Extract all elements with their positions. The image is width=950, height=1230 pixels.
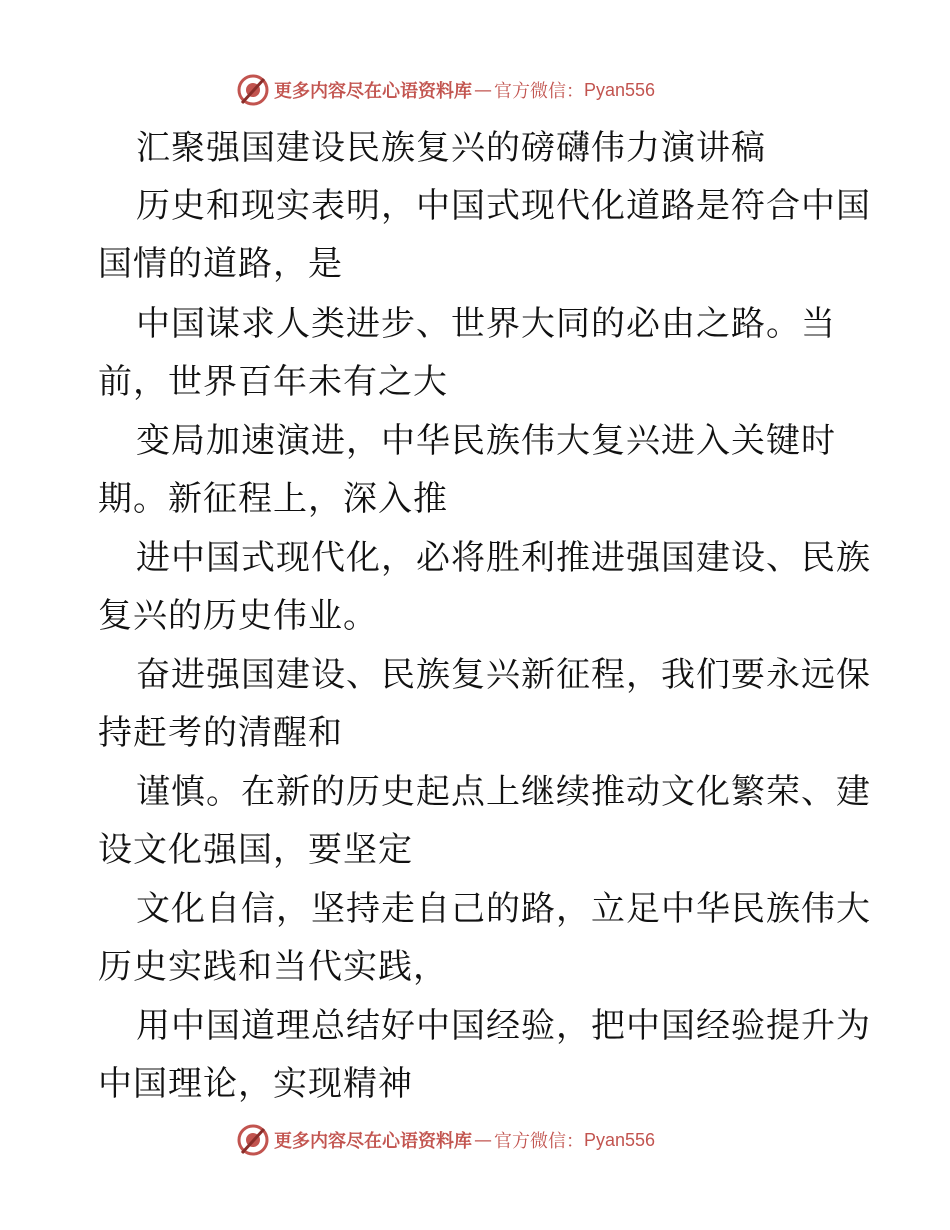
watermark-site-text: 更多内容尽在心语资料库 [274,81,472,102]
watermark-wechat-label: 官方微信： [494,81,584,102]
paragraph-line: 用中国道理总结好中国经验，把中国经验提升为 [136,1006,871,1046]
paragraph-line: 复兴的历史伟业。 [98,596,378,636]
pen-logo-icon [236,1123,270,1157]
watermark-separator: — [474,79,492,101]
paragraph-line: 国情的道路，是 [98,244,343,284]
paragraph-line: 中国理论，实现精神 [98,1064,413,1104]
footer-watermark [236,1122,655,1158]
paragraph-line: 前，世界百年未有之大 [98,362,448,402]
watermark-wechat-label: 官方微信： [494,1131,584,1152]
paragraph-line: 进中国式现代化，必将胜利推进强国建设、民族 [136,538,871,578]
header-watermark [236,72,655,108]
watermark-separator: — [474,1129,492,1151]
paragraph-line: 变局加速演进，中华民族伟大复兴进入关键时 [136,421,836,461]
paragraph-line: 设文化强国，要坚定 [98,830,413,870]
document-title: 汇聚强国建设民族复兴的磅礴伟力演讲稿 [136,128,766,168]
watermark-site-text: 更多内容尽在心语资料库 [274,1131,472,1152]
watermark-wechat-id: Pyan556 [584,79,656,100]
paragraph-line: 奋进强国建设、民族复兴新征程，我们要永远保 [136,655,871,695]
pen-logo-icon [236,73,270,107]
paragraph-line: 中国谋求人类进步、世界大同的必由之路。当 [136,304,836,344]
paragraph-line: 谨慎。在新的历史起点上继续推动文化繁荣、建 [136,772,871,812]
paragraph-line: 历史和现实表明，中国式现代化道路是符合中国 [136,186,871,226]
paragraph-line: 历史实践和当代实践， [98,947,448,987]
paragraph-line: 持赶考的清醒和 [98,713,343,753]
paragraph-line: 期。新征程上，深入推 [98,479,448,519]
watermark-wechat-id: Pyan556 [584,1129,656,1150]
paragraph-line: 文化自信，坚持走自己的路，立足中华民族伟大 [136,889,871,929]
